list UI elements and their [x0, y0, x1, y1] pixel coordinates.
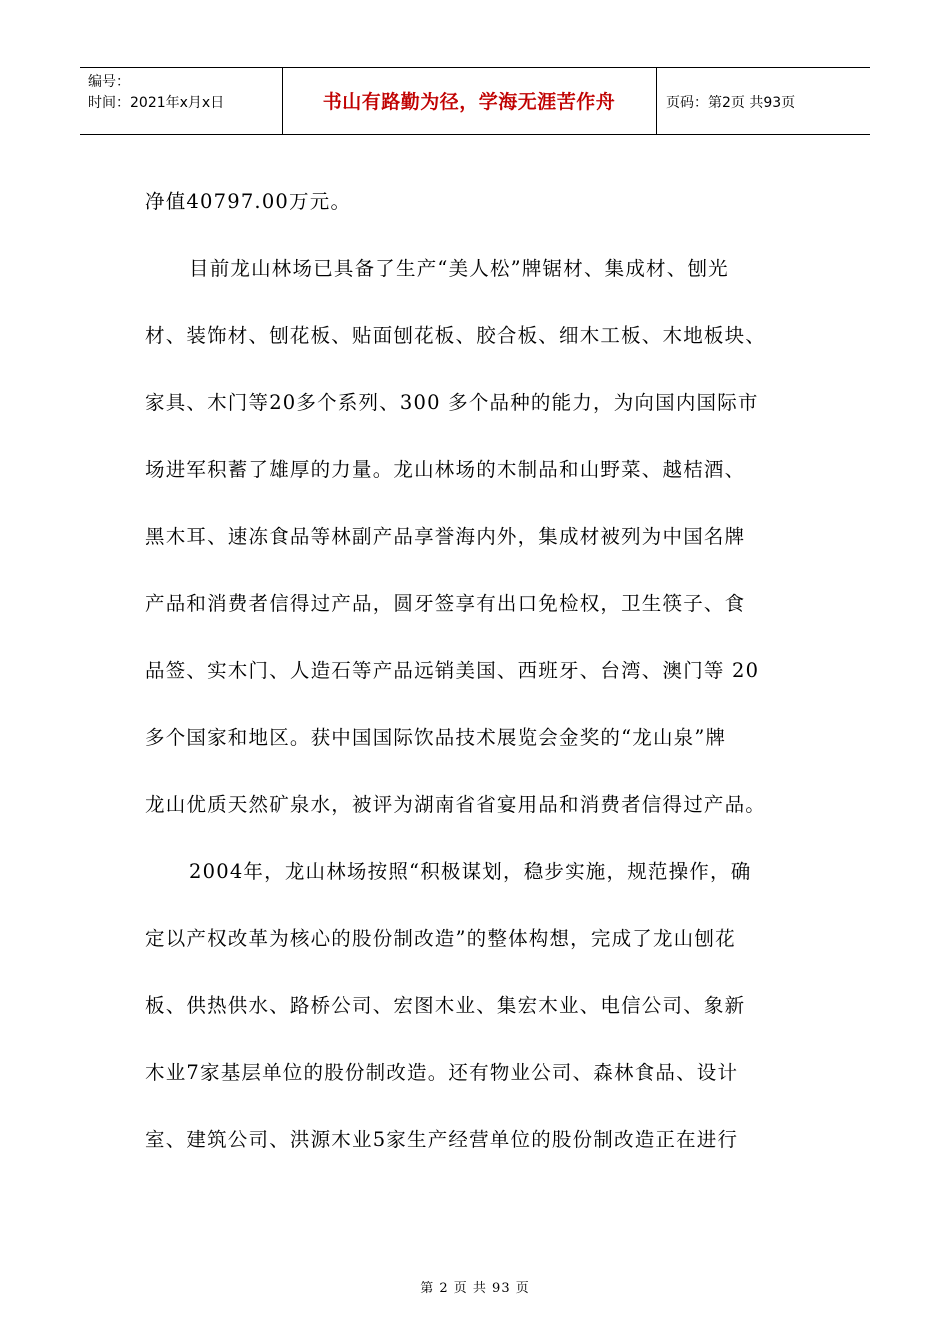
text-line: 黑木耳、速冻食品等林副产品享誉海内外，集成材被列为中国名牌	[145, 525, 746, 548]
text-line: 场进军积蓄了雄厚的力量。龙山林场的木制品和山野菜、越桔酒、	[145, 458, 746, 481]
text-line: 木业7家基层单位的股份制改造。还有物业公司、森林食品、设计	[145, 1061, 739, 1084]
text-line: 室、建筑公司、洪源木业5家生产经营单位的股份制改造正在进行	[145, 1128, 739, 1151]
text-line: 品签、实木门、人造石等产品远销美国、西班牙、台湾、澳门等 20	[145, 659, 760, 682]
time-label: 时间：2021年x月x日	[88, 95, 225, 111]
text-line: 目前龙山林场已具备了生产“美人松”牌锯材、集成材、刨光	[189, 257, 729, 280]
number-label: 编号：	[88, 74, 130, 90]
text-line: 2004年，龙山林场按照“积极谋划，稳步实施，规范操作，确	[189, 860, 752, 883]
text-line: 材、装饰材、刨花板、贴面刨花板、胶合板、细木工板、木地板块、	[145, 324, 767, 347]
text-line: 龙山优质天然矿泉水，被评为湖南省省宴用品和消费者信得过产品。	[145, 793, 767, 816]
header-motto: 书山有路勤为径，学海无涯苦作舟	[322, 91, 616, 113]
header-page-info: 页码：第2页 共93页	[666, 95, 796, 111]
text-line: 家具、木门等20多个系列、300 多个品种的能力，为向国内国际市	[145, 391, 759, 414]
document-body	[145, 168, 815, 1173]
header-divider	[656, 68, 657, 134]
text-line: 板、供热供水、路桥公司、宏图木业、集宏木业、电信公司、象新	[145, 994, 746, 1017]
text-line: 定以产权改革为核心的股份制改造”的整体构想，完成了龙山刨花	[145, 927, 736, 950]
text-line: 产品和消费者信得过产品，圆牙签享有出口免检权，卫生筷子、食	[145, 592, 746, 615]
page-footer: 第 2 页 共 93 页	[420, 1281, 530, 1296]
text-line: 净值40797.00万元。	[145, 190, 352, 213]
page-header	[80, 67, 870, 135]
header-meta	[88, 72, 224, 114]
text-line: 多个国家和地区。获中国国际饮品技术展览会金奖的“龙山泉”牌	[145, 726, 727, 749]
